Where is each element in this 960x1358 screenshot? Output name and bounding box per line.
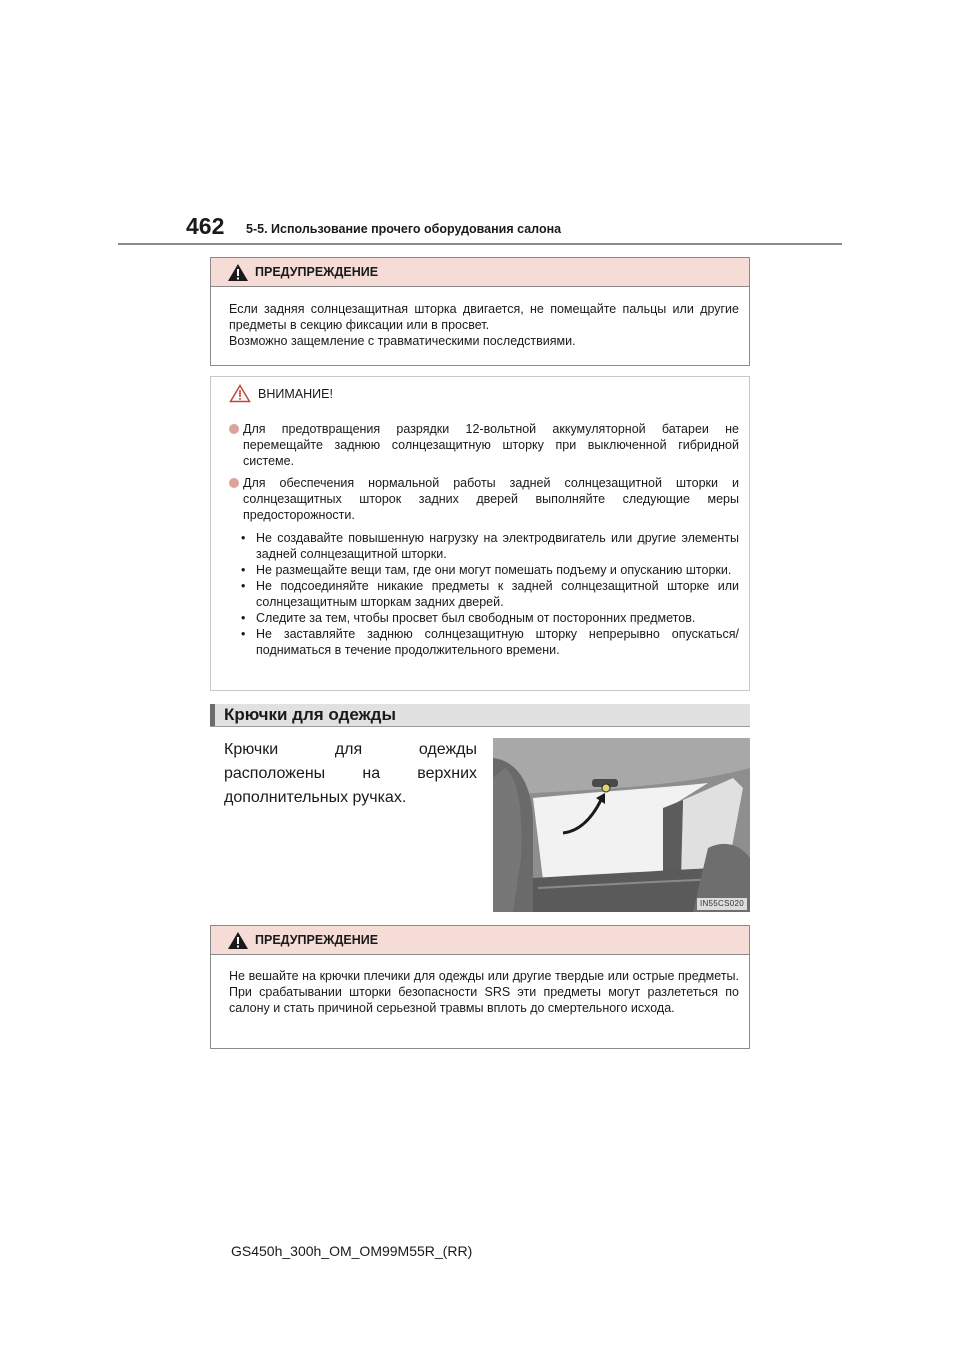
sub-item-text: Не подсоединяйте никакие предметы к задней солнцезащитной шторке или солнцезащитным шторкам задних дверей. (256, 579, 739, 609)
footer-code: GS450h_300h_OM_OM99M55R_(RR) (231, 1243, 473, 1259)
warning-label: ПРЕДУПРЕЖДЕНИЕ (255, 265, 379, 279)
warning-text (229, 301, 739, 349)
sub-item-text: Не заставляйте заднюю солнцезащитную шторку непрерывно опускаться/подниматься в течение продолжительного времени. (256, 627, 739, 657)
section-heading-bar (210, 704, 215, 726)
warning-line-2: Возможно защемление с травматическими последствиями. (229, 334, 576, 348)
sub-item: • Не создавайте повышенную нагрузку на электродвигатель или другие элементы задней солнцезащитной шторки. (241, 531, 739, 561)
sub-item-text: Не размещайте вещи там, где они могут помешать подъему и опусканию шторки. (256, 563, 732, 577)
section-heading (210, 704, 750, 727)
warning-box-bottom (210, 925, 750, 1049)
caution-box (210, 376, 750, 691)
sub-item: • Следите за тем, чтобы просвет был свободным от посторонних предметов. (241, 611, 696, 625)
warning-header (211, 926, 749, 955)
section-body-text: Крючки для одежды расположены на верхних дополнительных ручках. (224, 741, 477, 806)
caution-label: ВНИМАНИЕ! (258, 387, 333, 401)
warning-text: Не вешайте на крючки плечики для одежды или другие твердые или острые предметы. При срабатывании шторки безопасности SRS эти предметы могут разлететься по салону и стать причиной серьезной травмы вплоть до смертельного исхода. (229, 969, 739, 1015)
sub-item-text: Следите за тем, чтобы просвет был свободным от посторонних предметов. (256, 611, 696, 625)
image-code: IN55CS020 (699, 899, 744, 908)
header-divider (118, 243, 842, 245)
sub-item: • Не подсоединяйте никакие предметы к задней солнцезащитной шторке или солнцезащитным шторкам задних дверей. (241, 579, 739, 609)
sub-item: • Не заставляйте заднюю солнцезащитную шторку непрерывно опускаться/подниматься в течение продолжительного времени. (241, 627, 739, 657)
bullet-dot-icon (229, 478, 239, 488)
section-title: 5-5. Использование прочего оборудования салона (246, 222, 562, 236)
warning-label: ПРЕДУПРЕЖДЕНИЕ (255, 933, 379, 947)
caution-bullet-2 (229, 475, 739, 523)
warning-triangle-icon (227, 263, 249, 282)
warning-box-top (210, 257, 750, 366)
page-number: 462 (186, 213, 225, 239)
interior-photo (493, 738, 750, 912)
warning-line-1: Если задняя солнцезащитная шторка двигается, не помещайте пальцы или другие предметы в секцию фиксации или в просвет. (229, 302, 739, 332)
section-heading-title: Крючки для одежды (224, 705, 396, 724)
sub-item: • Не размещайте вещи там, где они могут помешать подъему и опусканию шторки. (241, 563, 732, 577)
caution-sublist (241, 530, 739, 658)
sub-item-text: Не создавайте повышенную нагрузку на электродвигатель или другие элементы задней солнцезащитной шторки. (256, 531, 739, 561)
bullet-text: Для предотвращения разрядки 12-вольтной аккумуляторной батареи не перемещайте заднюю солнцезащитную шторку при выключенной гибридной системе. (243, 422, 739, 468)
bullet-text: Для обеспечения нормальной работы задней солнцезащитной шторки и солнцезащитных шторок задних дверей выполняйте следующие меры предосторожности. (243, 476, 739, 522)
warning-triangle-icon (227, 931, 249, 950)
warning-header (211, 258, 749, 287)
coat-hook-illustration (493, 738, 750, 912)
caution-bullet-1 (229, 421, 739, 469)
bullet-dot-icon (229, 424, 239, 434)
caution-triangle-icon (229, 384, 251, 403)
